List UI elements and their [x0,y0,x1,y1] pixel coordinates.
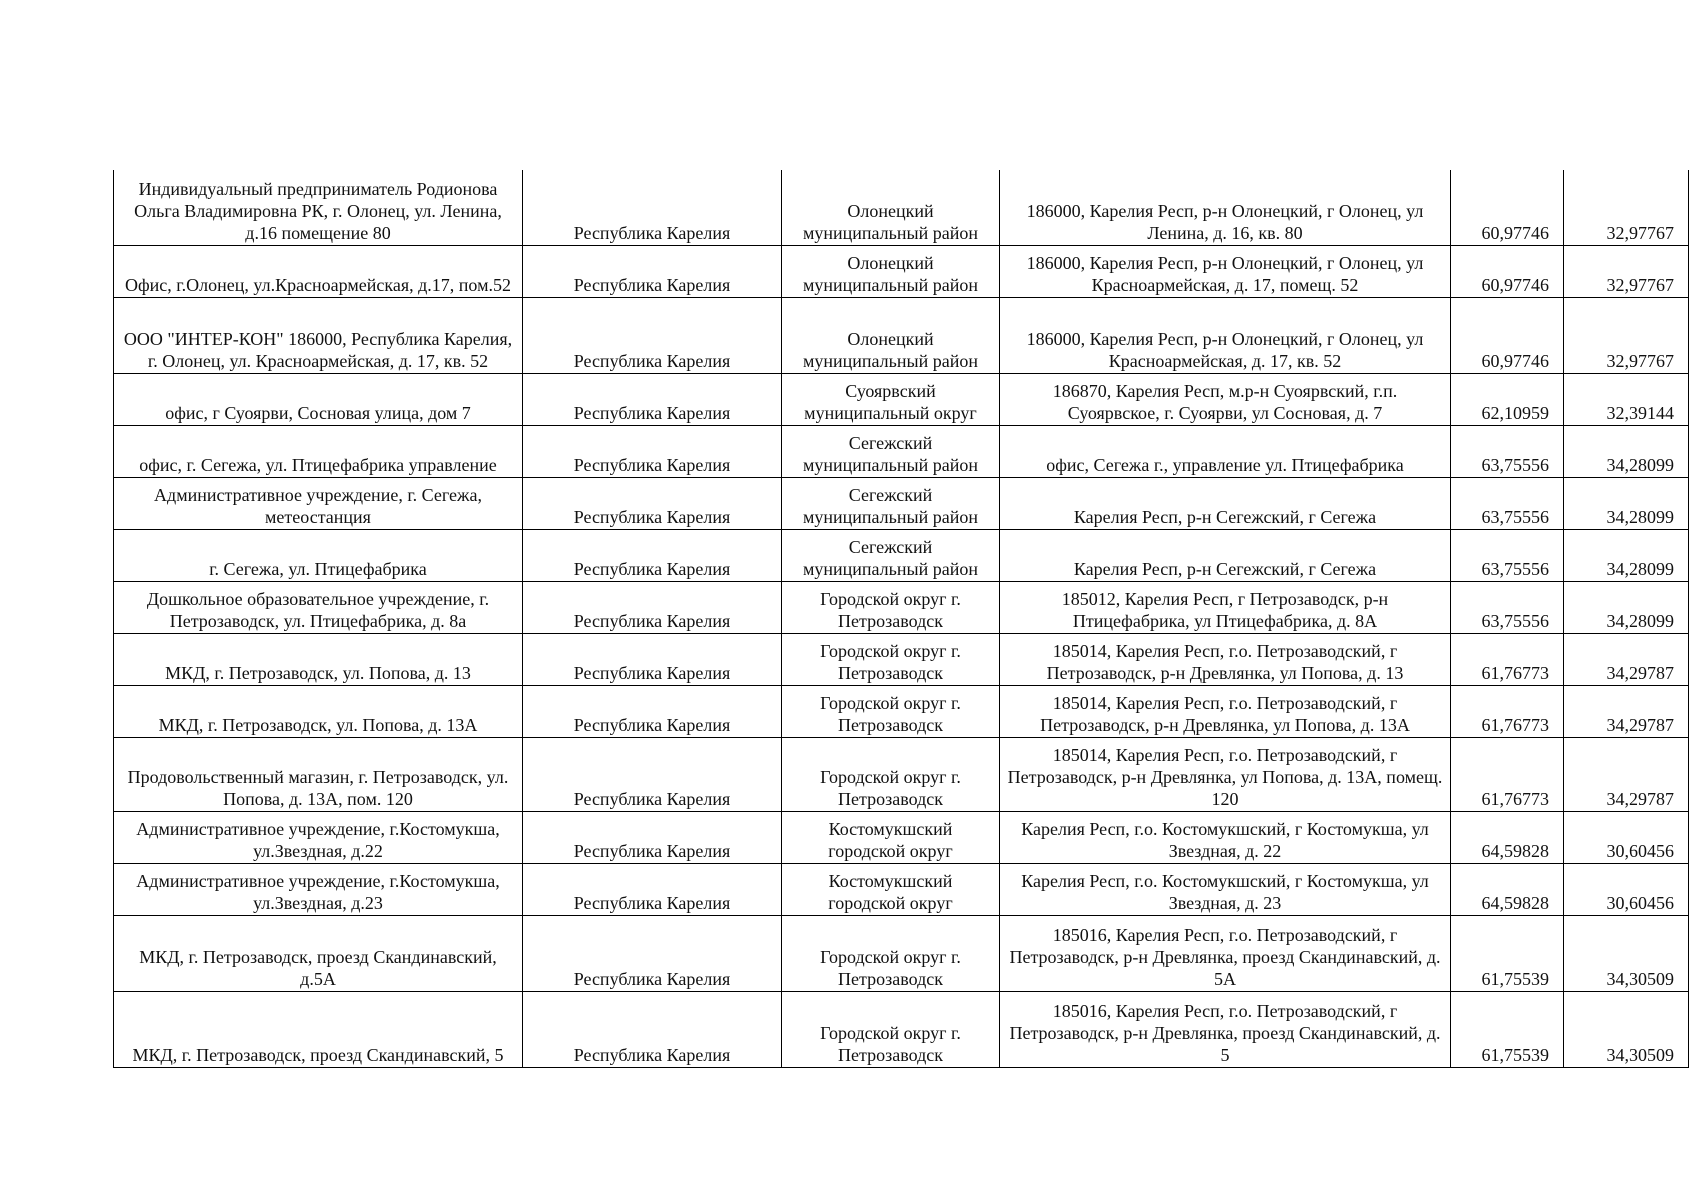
cell-address: 185014, Карелия Респ, г.о. Петрозаводский, г Петрозаводск, р-н Древлянка, ул Попова, д. 13А [1000,686,1451,738]
cell-district: Суоярвский муниципальный округ [782,374,1000,426]
cell-longitude: 34,28099 [1564,530,1689,582]
table-row [114,170,1689,246]
table-row [114,374,1689,426]
cell-latitude: 63,75556 [1451,530,1564,582]
cell-district: Городской округ г. Петрозаводск [782,738,1000,812]
table-row [114,686,1689,738]
cell-district: Олонецкий муниципальный район [782,298,1000,374]
cell-name: Административное учреждение, г.Костомукша, ул.Звездная, д.22 [114,812,523,864]
cell-region: Республика Карелия [523,478,782,530]
cell-name: МКД, г. Петрозаводск, ул. Попова, д. 13А [114,686,523,738]
cell-latitude: 61,76773 [1451,738,1564,812]
cell-address: 185014, Карелия Респ, г.о. Петрозаводский, г Петрозаводск, р-н Древлянка, ул Попова, д. 13А, помещ. 120 [1000,738,1451,812]
cell-longitude: 34,28099 [1564,426,1689,478]
cell-longitude: 34,30509 [1564,992,1689,1068]
cell-longitude: 34,29787 [1564,738,1689,812]
cell-region: Республика Карелия [523,916,782,992]
table-row [114,634,1689,686]
cell-district: Олонецкий муниципальный район [782,246,1000,298]
cell-district: Сегежский муниципальный район [782,478,1000,530]
address-table-sheet [113,170,1689,1068]
cell-name: Индивидуальный предприниматель Родионова Ольга Владимировна РК, г. Олонец, ул. Ленина, д.16 помещение 80 [114,170,523,246]
cell-longitude: 30,60456 [1564,864,1689,916]
cell-longitude: 34,29787 [1564,686,1689,738]
cell-region: Республика Карелия [523,374,782,426]
table-row [114,426,1689,478]
table-row [114,864,1689,916]
table-row [114,246,1689,298]
cell-name: МКД, г. Петрозаводск, проезд Скандинавский, д.5А [114,916,523,992]
cell-latitude: 60,97746 [1451,246,1564,298]
table-row [114,298,1689,374]
cell-latitude: 63,75556 [1451,582,1564,634]
cell-address: Карелия Респ, р-н Сегежский, г Сегежа [1000,478,1451,530]
cell-region: Республика Карелия [523,298,782,374]
cell-name: Продовольственный магазин, г. Петрозаводск, ул. Попова, д. 13А, пом. 120 [114,738,523,812]
cell-district: Городской округ г. Петрозаводск [782,582,1000,634]
table-row [114,582,1689,634]
cell-latitude: 64,59828 [1451,864,1564,916]
cell-address: 186000, Карелия Респ, р-н Олонецкий, г Олонец, ул Красноармейская, д. 17, кв. 52 [1000,298,1451,374]
cell-name: Административное учреждение, г.Костомукша, ул.Звездная, д.23 [114,864,523,916]
cell-region: Республика Карелия [523,530,782,582]
table-row [114,812,1689,864]
cell-name: МКД, г. Петрозаводск, ул. Попова, д. 13 [114,634,523,686]
cell-name: офис, г Суоярви, Сосновая улица, дом 7 [114,374,523,426]
cell-name: офис, г. Сегежа, ул. Птицефабрика управление [114,426,523,478]
cell-name: Офис, г.Олонец, ул.Красноармейская, д.17, пом.52 [114,246,523,298]
cell-region: Республика Карелия [523,864,782,916]
cell-longitude: 34,29787 [1564,634,1689,686]
cell-latitude: 61,76773 [1451,634,1564,686]
cell-district: Костомукшский городской округ [782,812,1000,864]
cell-longitude: 32,39144 [1564,374,1689,426]
table-row [114,738,1689,812]
table-row [114,992,1689,1068]
cell-district: Олонецкий муниципальный район [782,170,1000,246]
cell-latitude: 63,75556 [1451,426,1564,478]
cell-region: Республика Карелия [523,992,782,1068]
cell-region: Республика Карелия [523,246,782,298]
cell-name: Административное учреждение, г. Сегежа, метеостанция [114,478,523,530]
cell-latitude: 62,10959 [1451,374,1564,426]
cell-region: Республика Карелия [523,634,782,686]
table-row [114,530,1689,582]
cell-longitude: 32,97767 [1564,246,1689,298]
cell-name: МКД, г. Петрозаводск, проезд Скандинавский, 5 [114,992,523,1068]
cell-latitude: 61,75539 [1451,916,1564,992]
cell-address: 185012, Карелия Респ, г Петрозаводск, р-н Птицефабрика, ул Птицефабрика, д. 8А [1000,582,1451,634]
cell-address: 185014, Карелия Респ, г.о. Петрозаводский, г Петрозаводск, р-н Древлянка, ул Попова, д. 13 [1000,634,1451,686]
address-table [113,170,1689,1068]
cell-longitude: 32,97767 [1564,170,1689,246]
cell-address: 186000, Карелия Респ, р-н Олонецкий, г Олонец, ул Ленина, д. 16, кв. 80 [1000,170,1451,246]
cell-district: Городской округ г. Петрозаводск [782,634,1000,686]
cell-longitude: 30,60456 [1564,812,1689,864]
cell-latitude: 63,75556 [1451,478,1564,530]
cell-district: Сегежский муниципальный район [782,426,1000,478]
cell-longitude: 32,97767 [1564,298,1689,374]
cell-district: Городской округ г. Петрозаводск [782,992,1000,1068]
cell-district: Костомукшский городской округ [782,864,1000,916]
cell-address: офис, Сегежа г., управление ул. Птицефабрика [1000,426,1451,478]
cell-name: Дошкольное образовательное учреждение, г. Петрозаводск, ул. Птицефабрика, д. 8а [114,582,523,634]
cell-latitude: 61,76773 [1451,686,1564,738]
cell-region: Республика Карелия [523,170,782,246]
cell-district: Городской округ г. Петрозаводск [782,916,1000,992]
cell-address: Карелия Респ, г.о. Костомукшский, г Костомукша, ул Звездная, д. 23 [1000,864,1451,916]
cell-region: Республика Карелия [523,686,782,738]
cell-name: г. Сегежа, ул. Птицефабрика [114,530,523,582]
cell-address: 186870, Карелия Респ, м.р-н Суоярвский, г.п. Суоярвское, г. Суоярви, ул Сосновая, д. 7 [1000,374,1451,426]
cell-latitude: 61,75539 [1451,992,1564,1068]
cell-longitude: 34,28099 [1564,582,1689,634]
cell-longitude: 34,30509 [1564,916,1689,992]
table-row [114,916,1689,992]
cell-region: Республика Карелия [523,426,782,478]
cell-region: Республика Карелия [523,738,782,812]
cell-region: Республика Карелия [523,812,782,864]
cell-latitude: 64,59828 [1451,812,1564,864]
cell-region: Республика Карелия [523,582,782,634]
cell-name: ООО "ИНТЕР-КОН" 186000, Республика Карелия, г. Олонец, ул. Красноармейская, д. 17, кв. 52 [114,298,523,374]
cell-address: Карелия Респ, р-н Сегежский, г Сегежа [1000,530,1451,582]
cell-latitude: 60,97746 [1451,170,1564,246]
cell-address: 186000, Карелия Респ, р-н Олонецкий, г Олонец, ул Красноармейская, д. 17, помещ. 52 [1000,246,1451,298]
cell-address: Карелия Респ, г.о. Костомукшский, г Костомукша, ул Звездная, д. 22 [1000,812,1451,864]
cell-latitude: 60,97746 [1451,298,1564,374]
cell-longitude: 34,28099 [1564,478,1689,530]
cell-address: 185016, Карелия Респ, г.о. Петрозаводский, г Петрозаводск, р-н Древлянка, проезд Скандинавский, д. 5 [1000,992,1451,1068]
table-row [114,478,1689,530]
cell-district: Сегежский муниципальный район [782,530,1000,582]
cell-district: Городской округ г. Петрозаводск [782,686,1000,738]
cell-address: 185016, Карелия Респ, г.о. Петрозаводский, г Петрозаводск, р-н Древлянка, проезд Скандинавский, д. 5А [1000,916,1451,992]
